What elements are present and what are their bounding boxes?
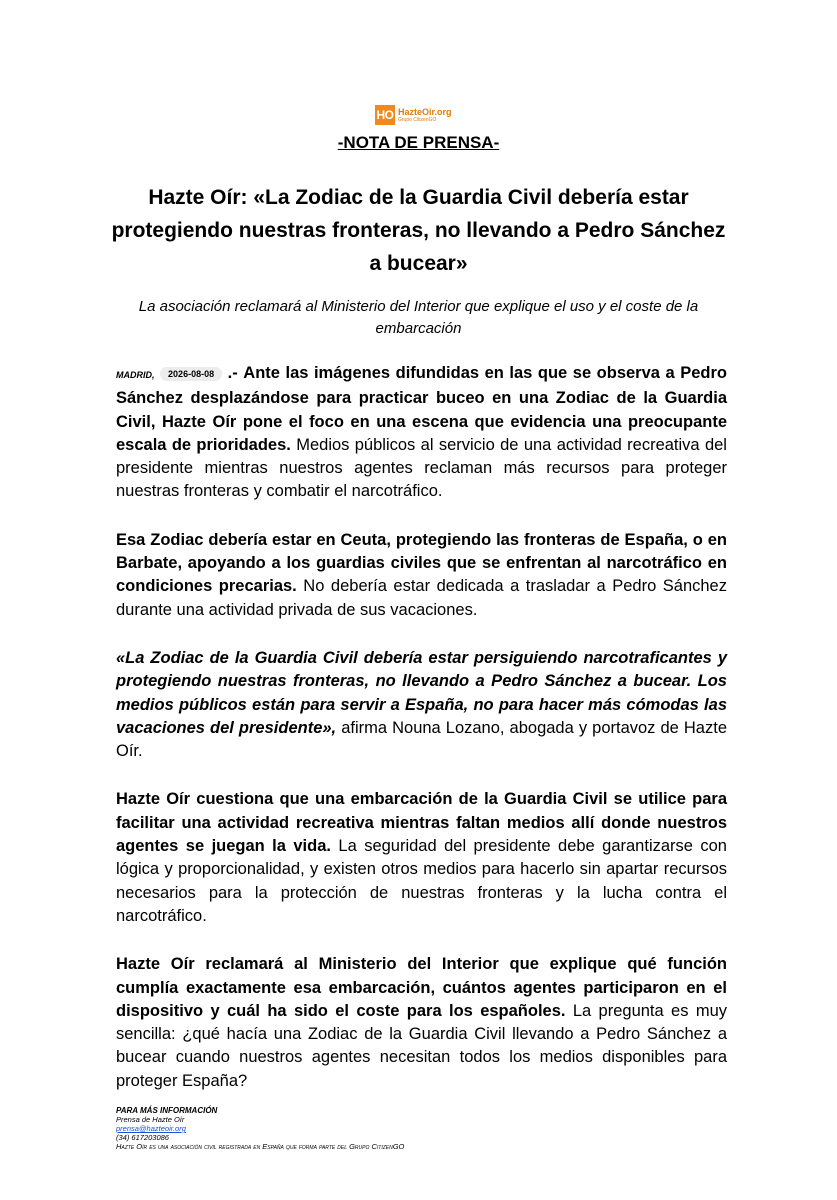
hazteoir-logo: [375, 104, 452, 126]
paragraph-5-rest: La pregunta es muy sencilla: ¿qué hacía una Zodiac de la Guardia Civil llevando a Pedro Sánchez a bucear cuando nuestros agentes necesitan todos los medios disponibles para proteger España?: [116, 1001, 727, 1090]
ho-logo-icon: HO: [375, 105, 395, 125]
footer-phone: (34) 617203086: [116, 1133, 169, 1142]
paragraph-2: [116, 529, 727, 622]
logo-wordmark: [398, 108, 452, 123]
paragraph-2-rest: No debería estar dedicada a trasladar a Pedro Sánchez durante una actividad privada de sus vacaciones.: [116, 577, 727, 619]
logo-name: HazteOir.org: [398, 106, 452, 117]
headline: Hazte Oír: «La Zodiac de la Guardia Civil debería estar protegiendo nuestras fronteras, no llevando a Pedro Sánchez a bucear»: [111, 186, 726, 275]
footer-title: PARA MÁS INFORMACIÓN: [116, 1106, 218, 1115]
logo-tagline: Grupo CitizenGO: [398, 116, 437, 123]
footer-disclaimer: Hazte Oír es una asociación civil registrada en España que forma parte del Grupo CitizenGO: [116, 1142, 405, 1151]
paragraph-5-bold: Hazte Oír reclamará al Ministerio del Interior que explique qué función cumplía exactamente esa embarcación, cuántos agentes participaron en el dispositivo y cuál ha sido el coste para los españoles.: [116, 955, 727, 1020]
paragraph-1-bold: Ante las imágenes difundidas en las que se observa a Pedro Sánchez desplazándose para practicar buceo en una Zodiac de la Guardia Civil, Hazte Oír pone el foco en una escena que evidencia una preocupante escala de prioridades.: [116, 364, 727, 454]
paragraph-4-bold: Hazte Oír cuestiona que una embarcación de la Guardia Civil se utilice para facilitar una actividad recreativa mientras faltan medios allí donde nuestros agentes se juegan la vida.: [116, 790, 727, 856]
paragraph-1-rest: Medios públicos al servicio de una actividad recreativa del presidente mientras nuestros agentes reclaman más recursos para proteger nuestras fronteras y combatir el narcotráfico.: [116, 435, 727, 501]
paragraph-4: [116, 788, 727, 928]
subheadline: La asociación reclamará al Ministerio del Interior que explique el uso y el coste de la embarcación: [138, 298, 699, 337]
contact-footer: [116, 1106, 716, 1151]
quote-attribution: afirma Nouna Lozano, abogada y portavoz de Hazte Oír.: [116, 718, 727, 761]
press-release-kicker: -NOTA DE PRENSA-: [337, 133, 500, 152]
dateline-city: MADRID,: [116, 370, 155, 380]
quote: «La Zodiac de la Guardia Civil debería estar persiguiendo narcotraficantes y protegiendo nuestras fronteras, no llevando a Pedro Sánchez a bucear. Los medios públicos están para servir a España, no para hacer más cómodas las vacaciones del presidente»,: [116, 648, 727, 737]
footer-email-link[interactable]: prensa@hazteoir.org: [116, 1124, 186, 1133]
dateline-date[interactable]: 2026-08-08: [160, 367, 222, 381]
paragraph-4-rest: La seguridad del presidente debe garantizarse con lógica y proporcionalidad, y existen otros medios para hacerlo sin apartar recursos necesarios para la protección de nuestras fronteras y la lucha contra el narcotráfico.: [116, 837, 727, 925]
article-body: [116, 362, 727, 1118]
paragraph-3: [116, 647, 727, 763]
paragraph-2-bold: Esa Zodiac debería estar en Ceuta, protegiendo las fronteras de España, o en Barbate, apoyando a los guardias civiles que se enfrentan al narcotráfico en condiciones precarias.: [116, 530, 727, 596]
dateline-separator: .-: [227, 364, 238, 382]
paragraph-5: [116, 953, 727, 1093]
paragraph-1: [116, 362, 727, 504]
footer-contact: Prensa de Hazte Oír: [116, 1115, 185, 1124]
